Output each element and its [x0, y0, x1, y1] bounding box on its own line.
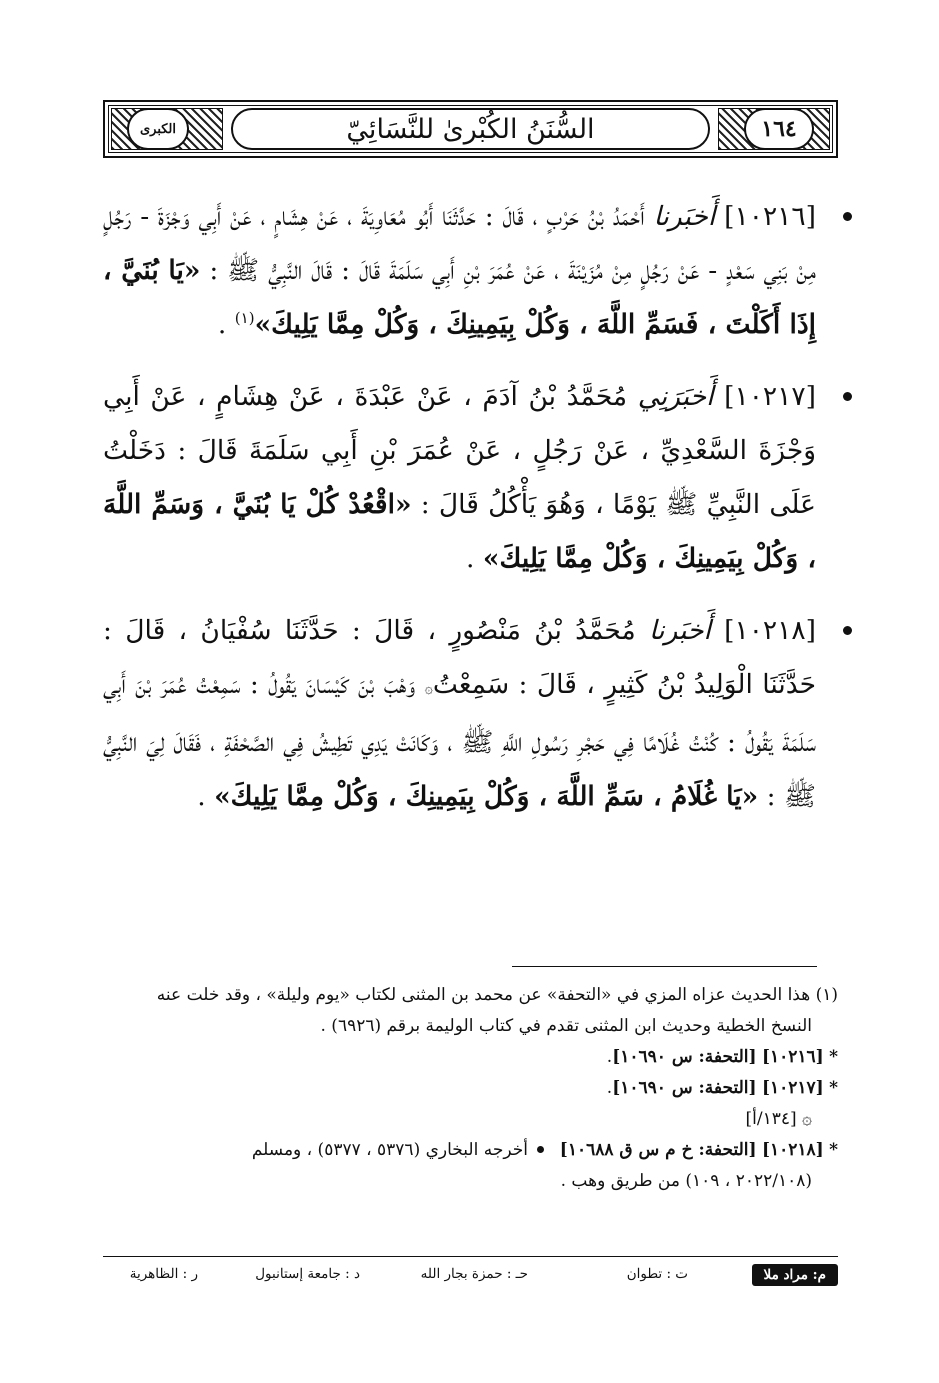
bullet-icon	[843, 392, 852, 401]
isnad: مُحَمَّدُ بْنُ آدَمَ ، عَنْ عَبْدَةَ ، عَنْ هِشَامٍ ، عَنْ أَبِي وَجْزَةَ السَّعْدِيِّ ، عَنْ رَجُلٍ ، عَنْ عُمَرَ بْنِ أَبِي سَلَمَةَ قَالَ : دَخَلْتُ عَلَى النَّبِيِّ ﷺ يَوْمًا ، وَهُوَ يَأْكُلُ قَالَ :	[103, 381, 816, 520]
tahqiq-number: [١٠٢١٨]	[761, 1140, 824, 1160]
matn: «يَا بُنَيَّ ، إِذَا أَكَلْتَ ، فَسَمِّ اللَّهَ ، وَكُلْ بِيَمِينِكَ ، وَكُلْ مِمَّا يَلِيكَ»	[103, 255, 816, 340]
main-text	[103, 190, 838, 842]
page-header	[103, 100, 838, 158]
takhrij-continued: (٢٠٢٢/١٠٨ ، ١٠٩) من طريق وهب .	[560, 1171, 812, 1191]
tahqiq-10216	[103, 1042, 838, 1073]
manuscript-folio-icon: ۞	[424, 681, 433, 697]
footnotes	[103, 980, 838, 1197]
footnote-1-continued: النسخ الخطية وحديث ابن المثنى تقدم في كتاب الوليمة برقم (٦٩٢٦) .	[320, 1016, 812, 1036]
akhbarana: أَخبَرنا	[653, 201, 716, 232]
star-icon: *	[829, 1140, 838, 1160]
folio-reference: ۞ [١٣٤/أ]	[745, 1109, 812, 1129]
bullet-icon	[843, 212, 852, 221]
star-icon: *	[829, 1047, 838, 1067]
footnote-separator	[512, 966, 817, 967]
manuscript-badge: م: مراد ملا	[752, 1264, 838, 1286]
tahqiq-10218	[103, 1135, 838, 1166]
matn: «يَا غُلَامُ ، سَمِّ اللَّهَ ، وَكُلْ بِيَمِينِكَ ، وَكُلْ مِمَّا يَلِيكَ»	[214, 781, 759, 812]
akhbarana: أَخبَرَنِي	[637, 381, 714, 412]
akhbarana: أَخبَرنا	[649, 615, 711, 646]
end-mark: .	[466, 543, 475, 574]
page-number-box	[744, 108, 814, 150]
page-number: ١٦٤	[761, 116, 797, 142]
takhrij: أخرجه البخاري (٥٣٧٦ ، ٥٣٧٧) ، ومسلم	[251, 1140, 528, 1160]
tahqiq-number: [١٠٢١٦]	[761, 1047, 824, 1067]
tahqiq-ref: [التحفة: خ م س ق ١٠٦٨٨]	[559, 1140, 757, 1160]
footer-separator	[103, 1256, 838, 1257]
ornament-right	[718, 108, 830, 150]
end-mark: .	[197, 781, 206, 812]
book-emblem-text: الكبرى	[139, 121, 177, 137]
ornament-left	[111, 108, 223, 150]
hadith-10217	[103, 370, 838, 586]
manuscript-h: حـ : حمزة بجار الله	[420, 1266, 528, 1282]
book-title: السُّنَنُ الكُبْرىٰ للنَّسَائِيّ	[346, 113, 595, 145]
book-title-box	[231, 108, 710, 150]
footnote-ref[interactable]: (١)	[234, 309, 255, 328]
end-mark: .	[606, 1047, 613, 1067]
book-emblem	[127, 108, 189, 150]
hadith-10216	[103, 190, 838, 352]
star-icon: *	[829, 1078, 838, 1098]
hadith-number: [١٠٢١٨]	[724, 615, 816, 646]
matn: «اقْعُدْ كُلْ يَا بُنَيَّ ، وَسَمِّ اللَّهَ ، وَكُلْ بِيَمِينِكَ ، وَكُلْ مِمَّا يَلِيكَ»	[103, 489, 816, 574]
hadith-10218	[103, 604, 838, 824]
manuscript-r: ر : الظاهرية	[129, 1266, 198, 1282]
end-mark: .	[606, 1078, 613, 1098]
tahqiq-ref: [التحفة: س ١٠٦٩٠]	[612, 1047, 757, 1067]
hadith-number: [١٠٢١٧]	[724, 381, 816, 412]
tahqiq-number: [١٠٢١٧]	[761, 1078, 824, 1098]
isnad-continued: وَهْبَ بْنَ كَيْسَانَ يَقُولُ : سَمِعْتُ عُمَرَ بْنَ أَبِي سَلَمَةَ يَقُولُ : كُنْتُ غُلَامًا فِي حَجْرِ رَسُولِ اللَّهِ ﷺ ، وَكَانَتْ يَدِي تَطِيشُ فِي الصَّحْفَةِ ، فَقَالَ لِيَ النَّبِيُّ ﷺ :	[103, 669, 816, 812]
footnote-1: (١) هذا الحديث عزاه المزي في «التحفة» عن محمد بن المثنى لكتاب «يوم وليلة» ، وقد خلت عنه	[156, 985, 838, 1005]
manuscript-d: د : جامعة إستانبول	[255, 1266, 360, 1282]
end-mark: .	[217, 309, 227, 340]
tahqiq-ref: [التحفة: س ١٠٦٩٠]	[612, 1078, 757, 1098]
bullet-icon	[537, 1146, 544, 1153]
isnad: أَحْمَدُ بْنُ حَرْبٍ ، قَالَ : حَدَّثَنَا أَبُو مُعَاوِيَةَ ، عَنْ هِشَامٍ ، عَنْ أَبِي وَجْزَةَ - رَجُلٍ مِنْ بَنِي سَعْدٍ - عَنْ رَجُلٍ مِنْ مُزَيْنَةَ ، عَنْ عُمَرَ بْنِ أَبِي سَلَمَةَ قَالَ : قَالَ النَّبِيُّ ﷺ :	[103, 201, 816, 286]
manuscript-key	[103, 1262, 838, 1292]
tahqiq-10217	[103, 1073, 838, 1104]
bullet-icon	[843, 626, 852, 635]
isnad: مُحَمَّدُ بْنُ مَنْصُورٍ ، قَالَ : حَدَّثَنَا سُفْيَانُ ، قَالَ : حَدَّثَنَا الْوَلِيدُ بْنُ كَثِيرٍ ، قَالَ : سَمِعْتُ	[103, 615, 816, 700]
manuscript-t: ت : تطوان	[626, 1266, 688, 1282]
hadith-number: [١٠٢١٦]	[724, 201, 816, 232]
